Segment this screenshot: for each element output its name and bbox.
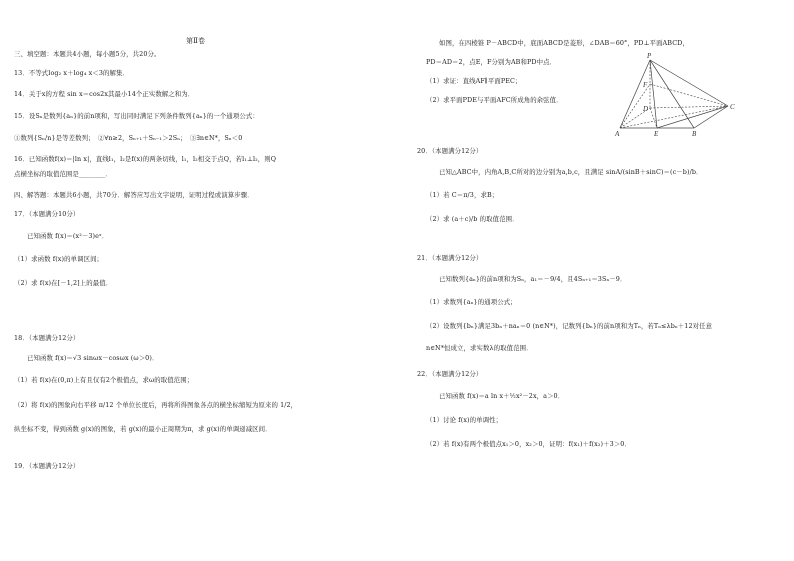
question-21-title: 21．（本题满分12分）	[417, 254, 483, 262]
edge-dc	[650, 106, 728, 108]
question-15-conditions: ①数列{Sₙ/n}是等差数列； ②∀n≥2，Sₙ₊₁＋Sₙ₋₁＞2Sₙ； ③∃n∈N*，Sₙ＜0	[14, 134, 243, 142]
solve-heading: 四、解答题：本题共6小题，共70分．解答应写出文字说明，证明过程或演算步骤．	[14, 191, 254, 199]
question-19-part2: （2）求平面PDE与平面AFC所成角的余弦值．	[426, 96, 563, 104]
question-21-part2-cont: n∈N*恒成立，求实数λ的取值范围．	[426, 344, 533, 352]
question-13: 13．不等式log₂ x＋log₄ x＜3的解集．	[14, 69, 129, 77]
question-22-title: 22．（本题满分12分）	[417, 370, 483, 378]
question-22-part1: （1）讨论 f(x)的单调性；	[426, 416, 503, 424]
label-f: F	[643, 81, 648, 89]
question-14: 14．关于x的方程 sin x＝cos2x其最小14个正实数解之和为．	[14, 90, 195, 98]
edge-pb	[650, 60, 694, 128]
label-e: E	[654, 130, 659, 138]
question-15: 15．设Sₙ是数列{aₙ}的前n项和，写出同时满足下列条件数列{aₙ}的一个通项公式：	[14, 112, 259, 120]
question-20-part2: （2）求 (a＋c)/b 的取值范围．	[426, 215, 519, 223]
segment-ec	[657, 106, 728, 128]
question-22-part2: （2）若 f(x)有两个极值点x₁＞0，x₂＞0，证明：f(x₁)＋f(x₂)＋3＞0．	[426, 440, 631, 448]
question-20-part1: （1）若 C＝π/3，求B；	[426, 191, 499, 199]
label-a: A	[615, 130, 620, 138]
question-20-title: 20．（本题满分12分）	[417, 147, 483, 155]
question-20-stem: 已知△ABC中，内角A,B,C所对的边分别为a,b,c，且满足 sinA/(sinB＋sinC)＝(c－b)/b．	[426, 168, 703, 176]
question-16-cont: 点横坐标的取值范围是________．	[14, 170, 112, 178]
label-b: B	[692, 130, 697, 138]
label-d: D	[643, 105, 649, 113]
pyramid-figure	[612, 52, 762, 140]
segment-fc	[650, 84, 728, 106]
diagonal-ac	[620, 106, 728, 128]
question-19-stem-cont: PD＝AD＝2，点E，F分别为AB和PD中点．	[426, 58, 557, 66]
question-17-title: 17．（本题满分10分）	[14, 210, 80, 218]
edge-pc	[650, 60, 728, 106]
segment-pe	[650, 60, 657, 128]
question-18-part2-cont: 纵坐标不变，得到函数 g(x)的图象，若 g(x)的最小正周期为π，求 g(x)的单调递减区间．	[14, 425, 272, 433]
label-p: P	[647, 52, 652, 60]
question-16: 16．已知函数f(x)＝|ln x|，直线l₁，l₂是f(x)的两条切线，l₁，l₂相交于点Q，若l₁⊥l₂，则Q	[14, 155, 277, 163]
question-21-part2: （2）设数列{bₙ}满足3bₙ＋naₙ＝0 (n∈N*)，记数列{bₙ}的前n项和为Tₙ，若Tₙ≤λbₙ＋12对任意	[426, 322, 713, 330]
question-19-title: 19．（本题满分12分）	[14, 462, 80, 470]
question-17-part1: （1）求函数 f(x)的单调区间；	[14, 255, 104, 263]
question-18-part1: （1）若 f(x)在(0,π)上有且仅有2个极值点，求ω的取值范围；	[14, 376, 194, 384]
pyramid-diagram	[612, 52, 762, 140]
question-17-part2: （2）求 f(x)在[－1,2]上的最值．	[14, 279, 113, 287]
question-22-stem: 已知函数 f(x)＝a ln x＋½x²－2x，a＞0．	[426, 392, 565, 400]
question-18-stem: 已知函数 f(x)＝√3 sinωx－cosωx (ω＞0)．	[14, 354, 159, 362]
question-19-part1: （1）求证：直线AF∥平面PEC；	[426, 77, 522, 85]
section-title: 第Ⅱ卷	[186, 37, 206, 45]
question-21-stem: 已知数列{aₙ}的前n项和为Sₙ，a₁＝－9/4，且4Sₙ₊₁＝3Sₙ－9．	[426, 275, 627, 283]
question-19-stem: 如图，在四棱锥 P－ABCD中，底面ABCD是菱形，∠DAB＝60°，PD⊥平面ABCD，	[426, 39, 689, 47]
question-18-part2: （2）将 f(x)的图象向右平移 π/12 个单位长度后，再将所得图象各点的横坐标缩短为原来的 1/2，	[14, 401, 298, 409]
question-21-part1: （1）求数列{aₙ}的通项公式；	[426, 298, 517, 306]
label-c: C	[730, 103, 735, 111]
question-17-stem: 已知函数 f(x)＝(x²－3)eˣ．	[14, 232, 109, 240]
fill-in-heading: 三、填空题：本题共4小题，每小题5分，共20分。	[14, 50, 161, 58]
question-18-title: 18．（本题满分12分）	[14, 334, 80, 342]
